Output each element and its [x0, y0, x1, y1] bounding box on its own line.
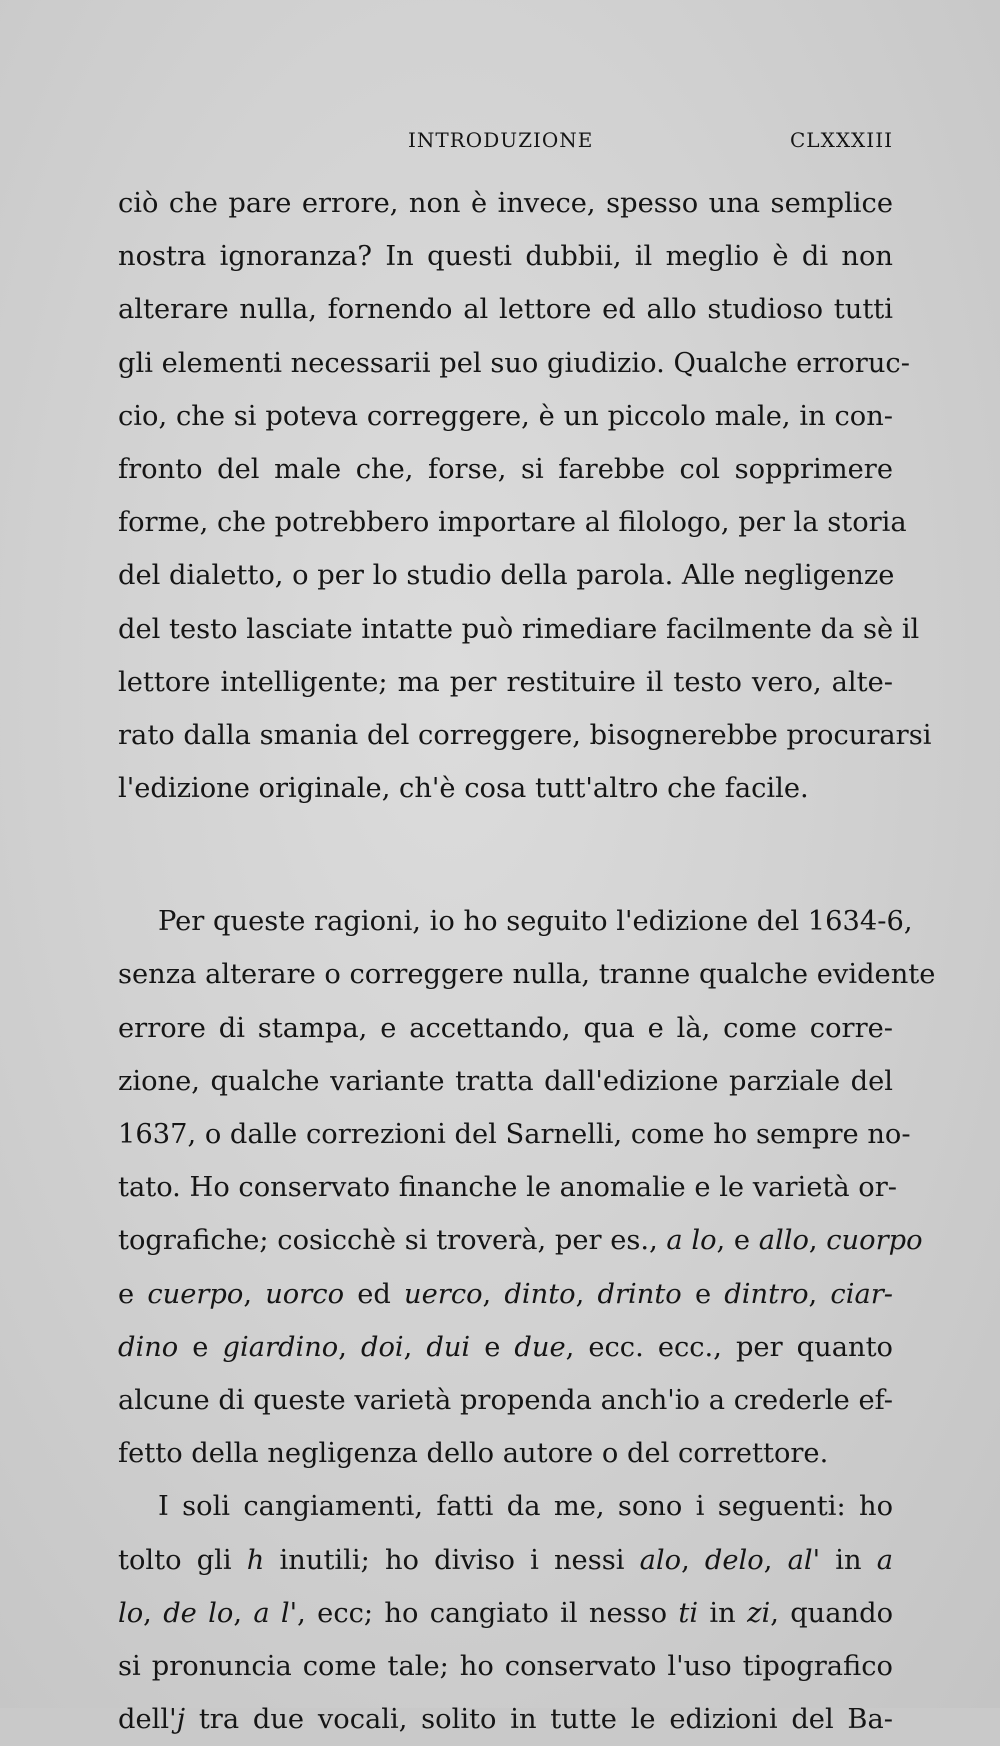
text-line: 1637, o dalle correzioni del Sarnelli, come ho sempre no- — [118, 1119, 911, 1150]
text-line: fronto del male che, forse, si farebbe col sopprimere — [118, 453, 893, 485]
text-line: fetto della negligenza dello autore o del correttore. — [118, 1438, 829, 1470]
text-line: lettore intelligente; ma per restituire il testo vero, alte- — [118, 666, 893, 698]
text-line: tografiche; cosicchè si troverà, per es., a lo, e allo, cuorpo — [118, 1225, 923, 1257]
text-line: nostra ignoranza? In questi dubbii, il meglio è di non — [118, 241, 893, 273]
text-line: senza alterare o correggere nulla, tranne qualche evidente — [118, 959, 936, 991]
running-header — [118, 128, 893, 158]
paragraph-gap — [118, 815, 893, 895]
text-line: I soli cangiamenti, fatti da me, sono i seguenti: ho — [158, 1491, 893, 1523]
text-line: forme, che potrebbero importare al filologo, per la storia — [118, 507, 907, 539]
text-line: lo, de lo, a l', ecc; ho cangiato il nesso ti in zi, quando — [118, 1597, 894, 1629]
text-line: errore di stampa, e accettando, qua e là, come corre- — [118, 1012, 893, 1044]
text-line: si pronuncia come tale; ho conservato l'uso tipografico — [118, 1650, 893, 1682]
text-line: l'edizione originale, ch'è cosa tutt'altro che facile. — [118, 773, 809, 805]
text-line: dino e giardino, doi, dui e due, ecc. ecc., per quanto — [118, 1331, 893, 1363]
text-line: e cuerpo, uorco ed uerco, dinto, drinto e dintro, ciar- — [118, 1278, 893, 1310]
text-line: tolto gli h inutili; ho diviso i nessi alo, delo, al' in a — [118, 1544, 893, 1576]
body-text — [118, 177, 936, 1746]
text-line: zione, qualche variante tratta dall'edizione parziale del — [118, 1065, 893, 1097]
text-line: tato. Ho conservato finanche le anomalie e le varietà or- — [118, 1172, 898, 1204]
text-line: cio, che si poteva correggere, è un piccolo male, in con- — [118, 400, 893, 432]
running-title: INTRODUZIONE — [408, 128, 594, 152]
text-line: ciò che pare errore, non è invece, spesso una semplice — [118, 188, 893, 219]
text-line: dell'j tra due vocali, solito in tutte le edizioni del Ba- — [118, 1704, 893, 1736]
text-line: del dialetto, o per lo studio della parola. Alle negligenze — [118, 560, 895, 592]
text-line: gli elementi necessarii pel suo giudizio. Qualche erroruc- — [118, 347, 910, 379]
text-line: alcune di queste varietà propenda anch'io a crederle ef- — [118, 1384, 893, 1416]
text-line: del testo lasciate intatte può rimediare facilmente da sè il — [118, 613, 920, 645]
text-line: Per queste ragioni, io ho seguito l'edizione del 1634-6, — [158, 906, 913, 938]
text-line: rato dalla smania del correggere, bisognerebbe procurarsi — [118, 719, 932, 751]
text-line: alterare nulla, fornendo al lettore ed allo studioso tutti — [118, 294, 893, 326]
page-number: CLXXXIII — [790, 128, 893, 152]
